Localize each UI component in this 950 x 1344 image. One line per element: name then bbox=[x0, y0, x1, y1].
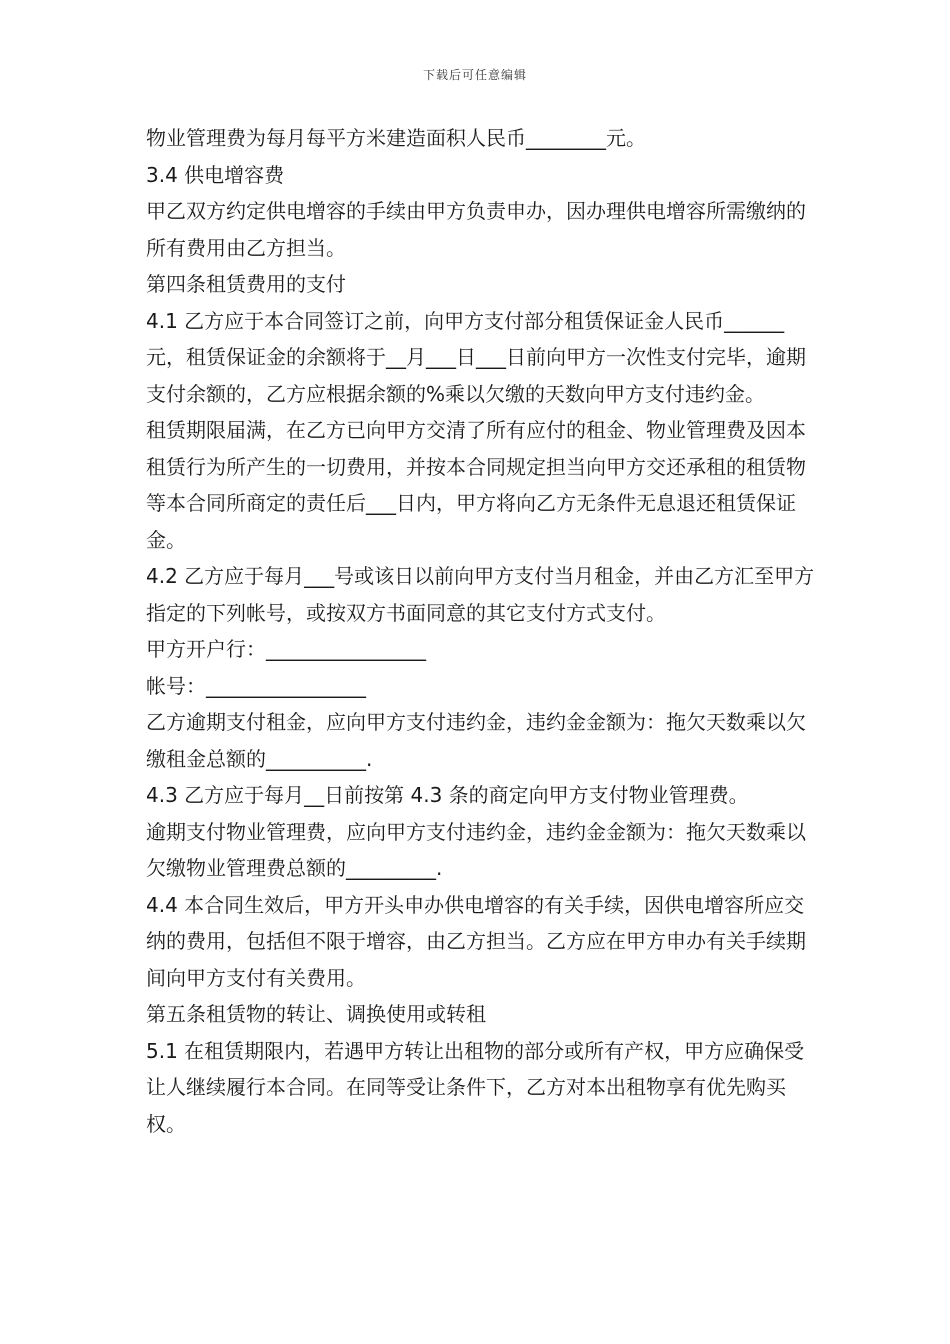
contract-body bbox=[146, 120, 816, 1142]
paragraph-4-1: 4.1 乙方应于本合同签订之前，向甲方支付部分租赁保证金人民币______元，租赁保证金的余额将于__月___日___日前向甲方一次性支付完毕，逾期支付余额的，乙方应根据余额的%乘以欠缴的天数向甲方支付违约金。 bbox=[146, 308, 806, 406]
download-note: 下载后可任意编辑 bbox=[422, 68, 527, 82]
paragraph-power-capacity: 甲乙双方约定供电增容的手续由甲方负责申办，因办理供电增容所需缴纳的所有费用由乙方担当。 bbox=[146, 199, 806, 260]
paragraph-deposit-refund: 租赁期限届满，在乙方已向甲方交清了所有应付的租金、物业管理费及因本租赁行为所产生的一切费用，并按本合同规定担当向甲方交还承租的租赁物等本合同所商定的责任后___日内，甲方将向乙方无条件无息退还租赁保证金。 bbox=[146, 418, 806, 552]
paragraph-late-rent: 乙方逾期支付租金，应向甲方支付违约金，违约金金额为：拖欠天数乘以欠缴租金总额的__________. bbox=[146, 710, 806, 771]
paragraph-4-3: 4.3 乙方应于每月__日前按第 4.3 条的商定向甲方支付物业管理费。 bbox=[146, 783, 749, 807]
paragraph-management-fee: 物业管理费为每月每平方米建造面积人民币________元。 bbox=[146, 126, 646, 150]
paragraph-late-management-fee: 逾期支付物业管理费，应向甲方支付违约金，违约金金额为：拖欠天数乘以欠缴物业管理费总额的_________. bbox=[146, 819, 806, 880]
heading-article-5: 第五条租赁物的转让、调换使用或转租 bbox=[146, 1002, 486, 1026]
paragraph-4-2: 4.2 乙方应于每月___号或该日以前向甲方支付当月租金，并由乙方汇至甲方指定的下列帐号，或按双方书面同意的其它支付方式支付。 bbox=[146, 564, 815, 625]
heading-3-4: 3.4 供电增容费 bbox=[146, 162, 285, 187]
bank-field: 甲方开户行：________________ bbox=[146, 637, 426, 661]
paragraph-4-4: 4.4 本合同生效后，甲方开头申办供电增容的有关手续，因供电增容所应交纳的费用，包括但不限于增容，由乙方担当。乙方应在甲方申办有关手续期间向甲方支付有关费用。 bbox=[146, 892, 806, 990]
paragraph-5-1: 5.1 在租赁期限内，若遇甲方转让出租物的部分或所有产权，甲方应确保受让人继续履行本合同。在同等受让条件下，乙方对本出租物享有优先购买权。 bbox=[146, 1038, 805, 1136]
heading-article-4: 第四条租赁费用的支付 bbox=[146, 272, 346, 296]
account-field: 帐号：________________ bbox=[146, 673, 366, 698]
